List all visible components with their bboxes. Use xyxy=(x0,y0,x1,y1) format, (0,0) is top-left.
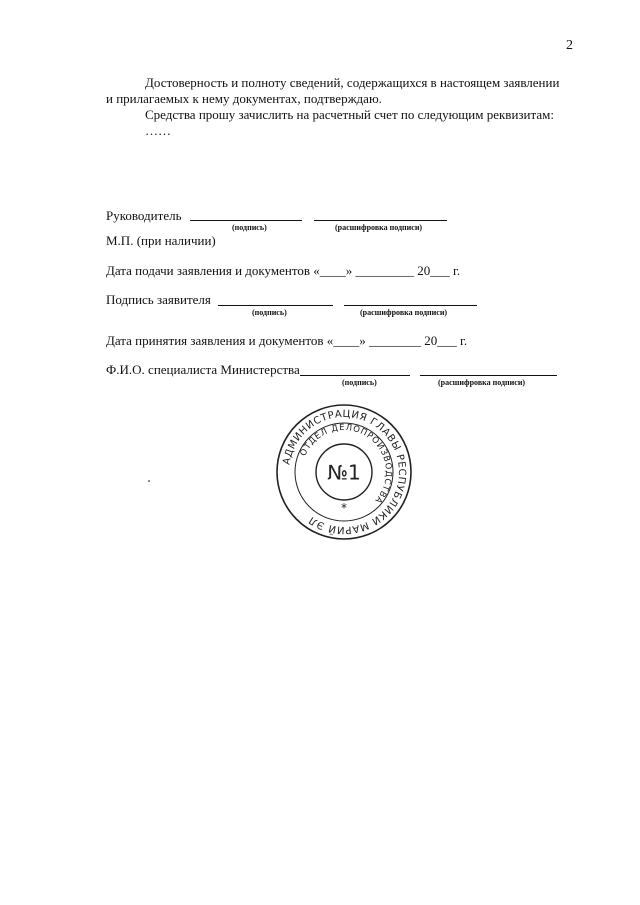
applicant-transcript-caption: (расшифровка подписи) xyxy=(360,308,448,317)
seal-label: М.П. (при наличии) xyxy=(106,233,216,248)
specialist-signature-caption: (подпись) xyxy=(342,378,377,387)
applicant-label: Подпись заявителя xyxy=(106,292,211,307)
head-transcript-caption: (расшифровка подписи) xyxy=(335,223,423,232)
head-signature-caption: (подпись) xyxy=(232,223,267,232)
applicant-signature-caption: (подпись) xyxy=(252,308,287,317)
stamp-number: №1 xyxy=(327,460,361,485)
head-signature-line xyxy=(190,220,302,221)
acceptance-date-line: Дата принятия заявления и документов «____» ________ 20___ г. xyxy=(106,333,468,348)
submission-date-line: Дата подачи заявления и документов «____» _________ 20___ г. xyxy=(106,263,461,278)
paragraph-1-line-2: и прилагаемых к нему документах, подтверждаю. xyxy=(106,91,382,106)
stamp-star: * xyxy=(341,501,347,515)
applicant-signature-line xyxy=(218,305,333,306)
stamp-inner-text: ОТДЕЛ ДЕЛОПРОИЗВОДСТВА xyxy=(298,422,394,506)
paragraph-ellipsis: …… xyxy=(145,123,171,138)
stamp-outer-text: АДМИНИСТРАЦИЯ ГЛАВЫ РЕСПУБЛИКИ МАРИЙ ЭЛ xyxy=(281,408,408,536)
paragraph-2: Средства прошу зачислить на расчетный счет по следующим реквизитам: xyxy=(145,107,554,122)
scan-speck xyxy=(148,480,150,482)
page-number: 2 xyxy=(566,38,573,53)
official-stamp xyxy=(274,402,414,542)
specialist-signature-line xyxy=(300,375,410,376)
paragraph-1-line-1: Достоверность и полноту сведений, содержащихся в настоящем заявлении xyxy=(145,75,560,90)
specialist-label: Ф.И.О. специалиста Министерства xyxy=(106,362,300,377)
applicant-transcript-line xyxy=(344,305,477,306)
head-label: Руководитель xyxy=(106,208,182,223)
specialist-transcript-caption: (расшифровка подписи) xyxy=(438,378,526,387)
specialist-transcript-line xyxy=(420,375,557,376)
head-transcript-line xyxy=(314,220,447,221)
